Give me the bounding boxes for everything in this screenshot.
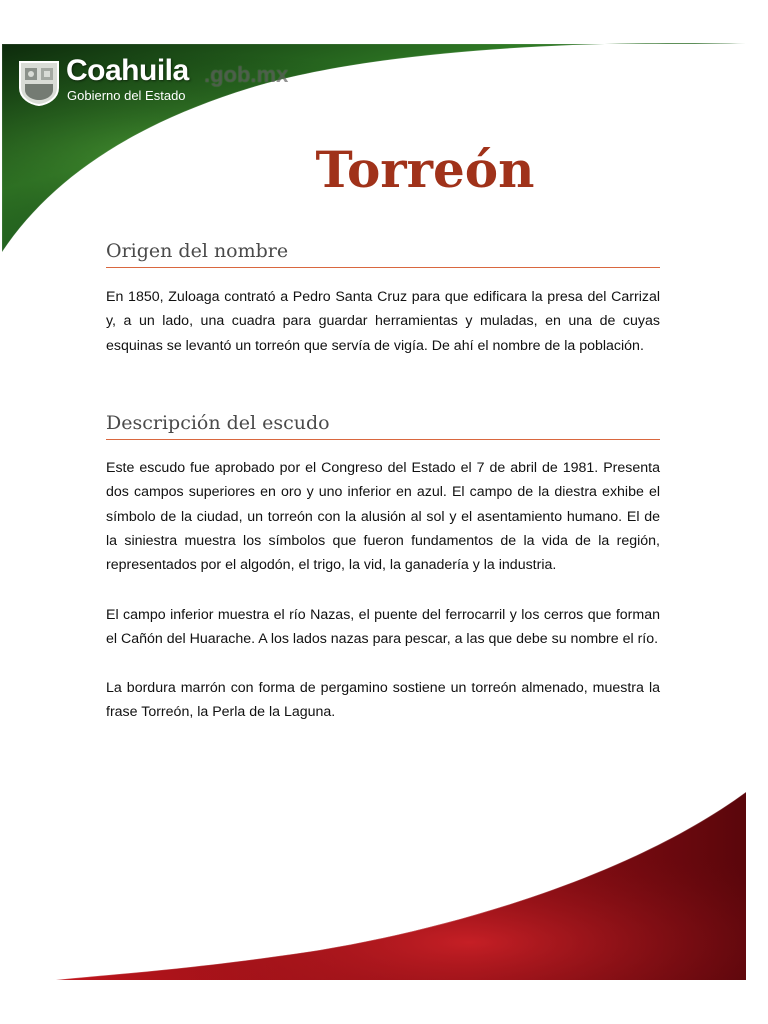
section-heading-origen: Origen del nombre xyxy=(106,240,660,268)
logo-name: Coahuila xyxy=(66,54,189,87)
state-seal-icon xyxy=(16,58,62,106)
logo-subtitle: Gobierno del Estado xyxy=(67,88,186,103)
page-title: Torreón xyxy=(315,140,535,199)
section-paragraph: La bordura marrón con forma de pergamino sostiene un torreón almenado, muestra la frase Torreón, la Perla de la Laguna. xyxy=(106,680,660,721)
section-paragraph: El campo inferior muestra el río Nazas, el puente del ferrocarril y los cerros que forman el Cañón del Huarache. A los lados nazas para pescar, a las que debe su nombre el río. xyxy=(106,607,660,648)
section-heading-escudo: Descripción del escudo xyxy=(106,412,660,440)
logo-domain: .gob.mx xyxy=(204,62,289,87)
section-paragraph: Este escudo fue aprobado por el Congreso del Estado el 7 de abril de 1981. Presenta dos campos superiores en oro y uno inferior en azul. El campo de la diestra exhibe el símbolo de la ciudad, un torreón con la alusión al sol y el asentamiento humano. El de la siniestra muestra los símbolos que fueron fundamentos de la vida de la región, representados por el algodón, el trigo, la vid, la ganadería y la industria. xyxy=(106,460,660,574)
footer-swoosh xyxy=(56,792,746,980)
section-paragraph: En 1850, Zuloaga contrató a Pedro Santa Cruz para que edificara la presa del Carrizal y, a un lado, una cuadra para guardar herramientas y muladas, en una de cuyas esquinas se levantó un torreón que servía de vigía. De ahí el nombre de la población. xyxy=(106,289,660,354)
site-logo[interactable] xyxy=(16,56,336,108)
